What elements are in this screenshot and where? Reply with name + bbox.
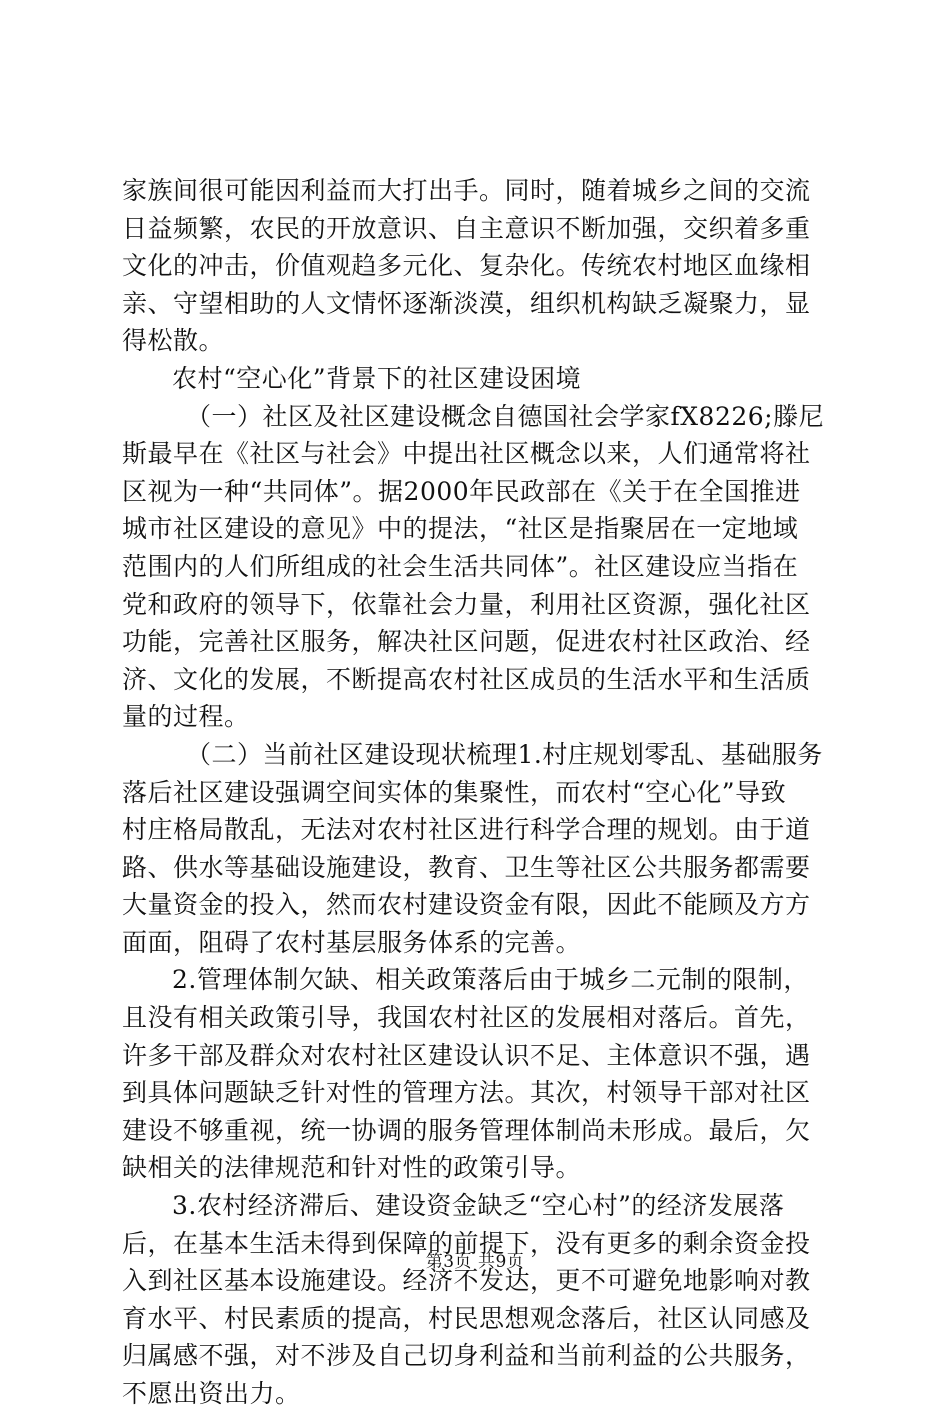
text-line: 范围内的人们所组成的社会生活共同体”。社区建设应当指在 (122, 551, 799, 581)
text-line: 区视为一种“共同体”。据2000年民政部在《关于在全国推进 (122, 476, 801, 506)
text-line: 缺相关的法律规范和针对性的政策引导。 (122, 1153, 582, 1183)
text-line: 育水平、村民素质的提高，村民思想观念落后，社区认同感及 (122, 1303, 811, 1333)
text-line: 到具体问题缺乏针对性的管理方法。其次，村领导干部对社区 (122, 1078, 811, 1108)
text-line: 城市社区建设的意见》中的提法，“社区是指聚居在一定地域 (122, 514, 799, 544)
page-footer: 第3页 共9页 (425, 1252, 525, 1272)
text-line: 日益频繁，农民的开放意识、自主意识不断加强，交织着多重 (122, 213, 811, 243)
text-line: 大量资金的投入，然而农村建设资金有限，因此不能顾及方方 (122, 890, 811, 920)
text-line: 斯最早在《社区与社会》中提出社区概念以来，人们通常将社 (122, 439, 811, 469)
text-line: 得松散。 (122, 326, 225, 356)
section-heading: 农村“空心化”背景下的社区建设困境 (172, 363, 582, 393)
body-text (122, 172, 832, 1413)
text-line: 2.管理体制欠缺、相关政策落后由于城乡二元制的限制， (172, 965, 809, 995)
text-line: 且没有相关政策引导，我国农村社区的发展相对落后。首先， (122, 1003, 811, 1033)
text-line: 建设不够重视，统一协调的服务管理体制尚未形成。最后，欠 (122, 1115, 811, 1145)
text-line: （一）社区及社区建设概念自德国社会学家fX8226;滕尼 (186, 401, 825, 431)
text-line: 济、文化的发展，不断提高农村社区成员的生活水平和生活质 (122, 664, 811, 694)
text-line: 党和政府的领导下，依靠社会力量，利用社区资源，强化社区 (122, 589, 811, 619)
text-line: （二）当前社区建设现状梳理1.村庄规划零乱、基础服务 (186, 739, 823, 769)
text-line: 归属感不强，对不涉及自己切身利益和当前利益的公共服务， (122, 1341, 811, 1371)
text-line: 功能，完善社区服务，解决社区问题，促进农村社区政治、经 (122, 627, 811, 657)
text-line: 村庄格局散乱，无法对农村社区进行科学合理的规划。由于道 (122, 815, 811, 845)
text-line: 面面，阻碍了农村基层服务体系的完善。 (122, 927, 582, 957)
text-line: 后，在基本生活未得到保障的前提下，没有更多的剩余资金投 (122, 1228, 811, 1258)
text-line: 亲、守望相助的人文情怀逐渐淡漠，组织机构缺乏凝聚力，显 (122, 288, 811, 318)
text-line: 不愿出资出力。 (122, 1379, 301, 1408)
text-line: 许多干部及群众对农村社区建设认识不足、主体意识不强，遇 (122, 1040, 811, 1070)
text-line: 3.农村经济滞后、建设资金缺乏“空心村”的经济发展落 (172, 1191, 785, 1221)
text-line: 落后社区建设强调空间实体的集聚性，而农村“空心化”导致 (122, 777, 787, 807)
text-line: 入到社区基本设施建设。经济不发达，更不可避免地影响对教 (122, 1266, 811, 1296)
text-line: 家族间很可能因利益而大打出手。同时，随着城乡之间的交流 (122, 176, 811, 205)
text-line: 文化的冲击，价值观趋多元化、复杂化。传统农村地区血缘相 (122, 251, 811, 281)
text-line: 量的过程。 (122, 702, 250, 732)
text-line: 路、供水等基础设施建设，教育、卫生等社区公共服务都需要 (122, 852, 811, 882)
